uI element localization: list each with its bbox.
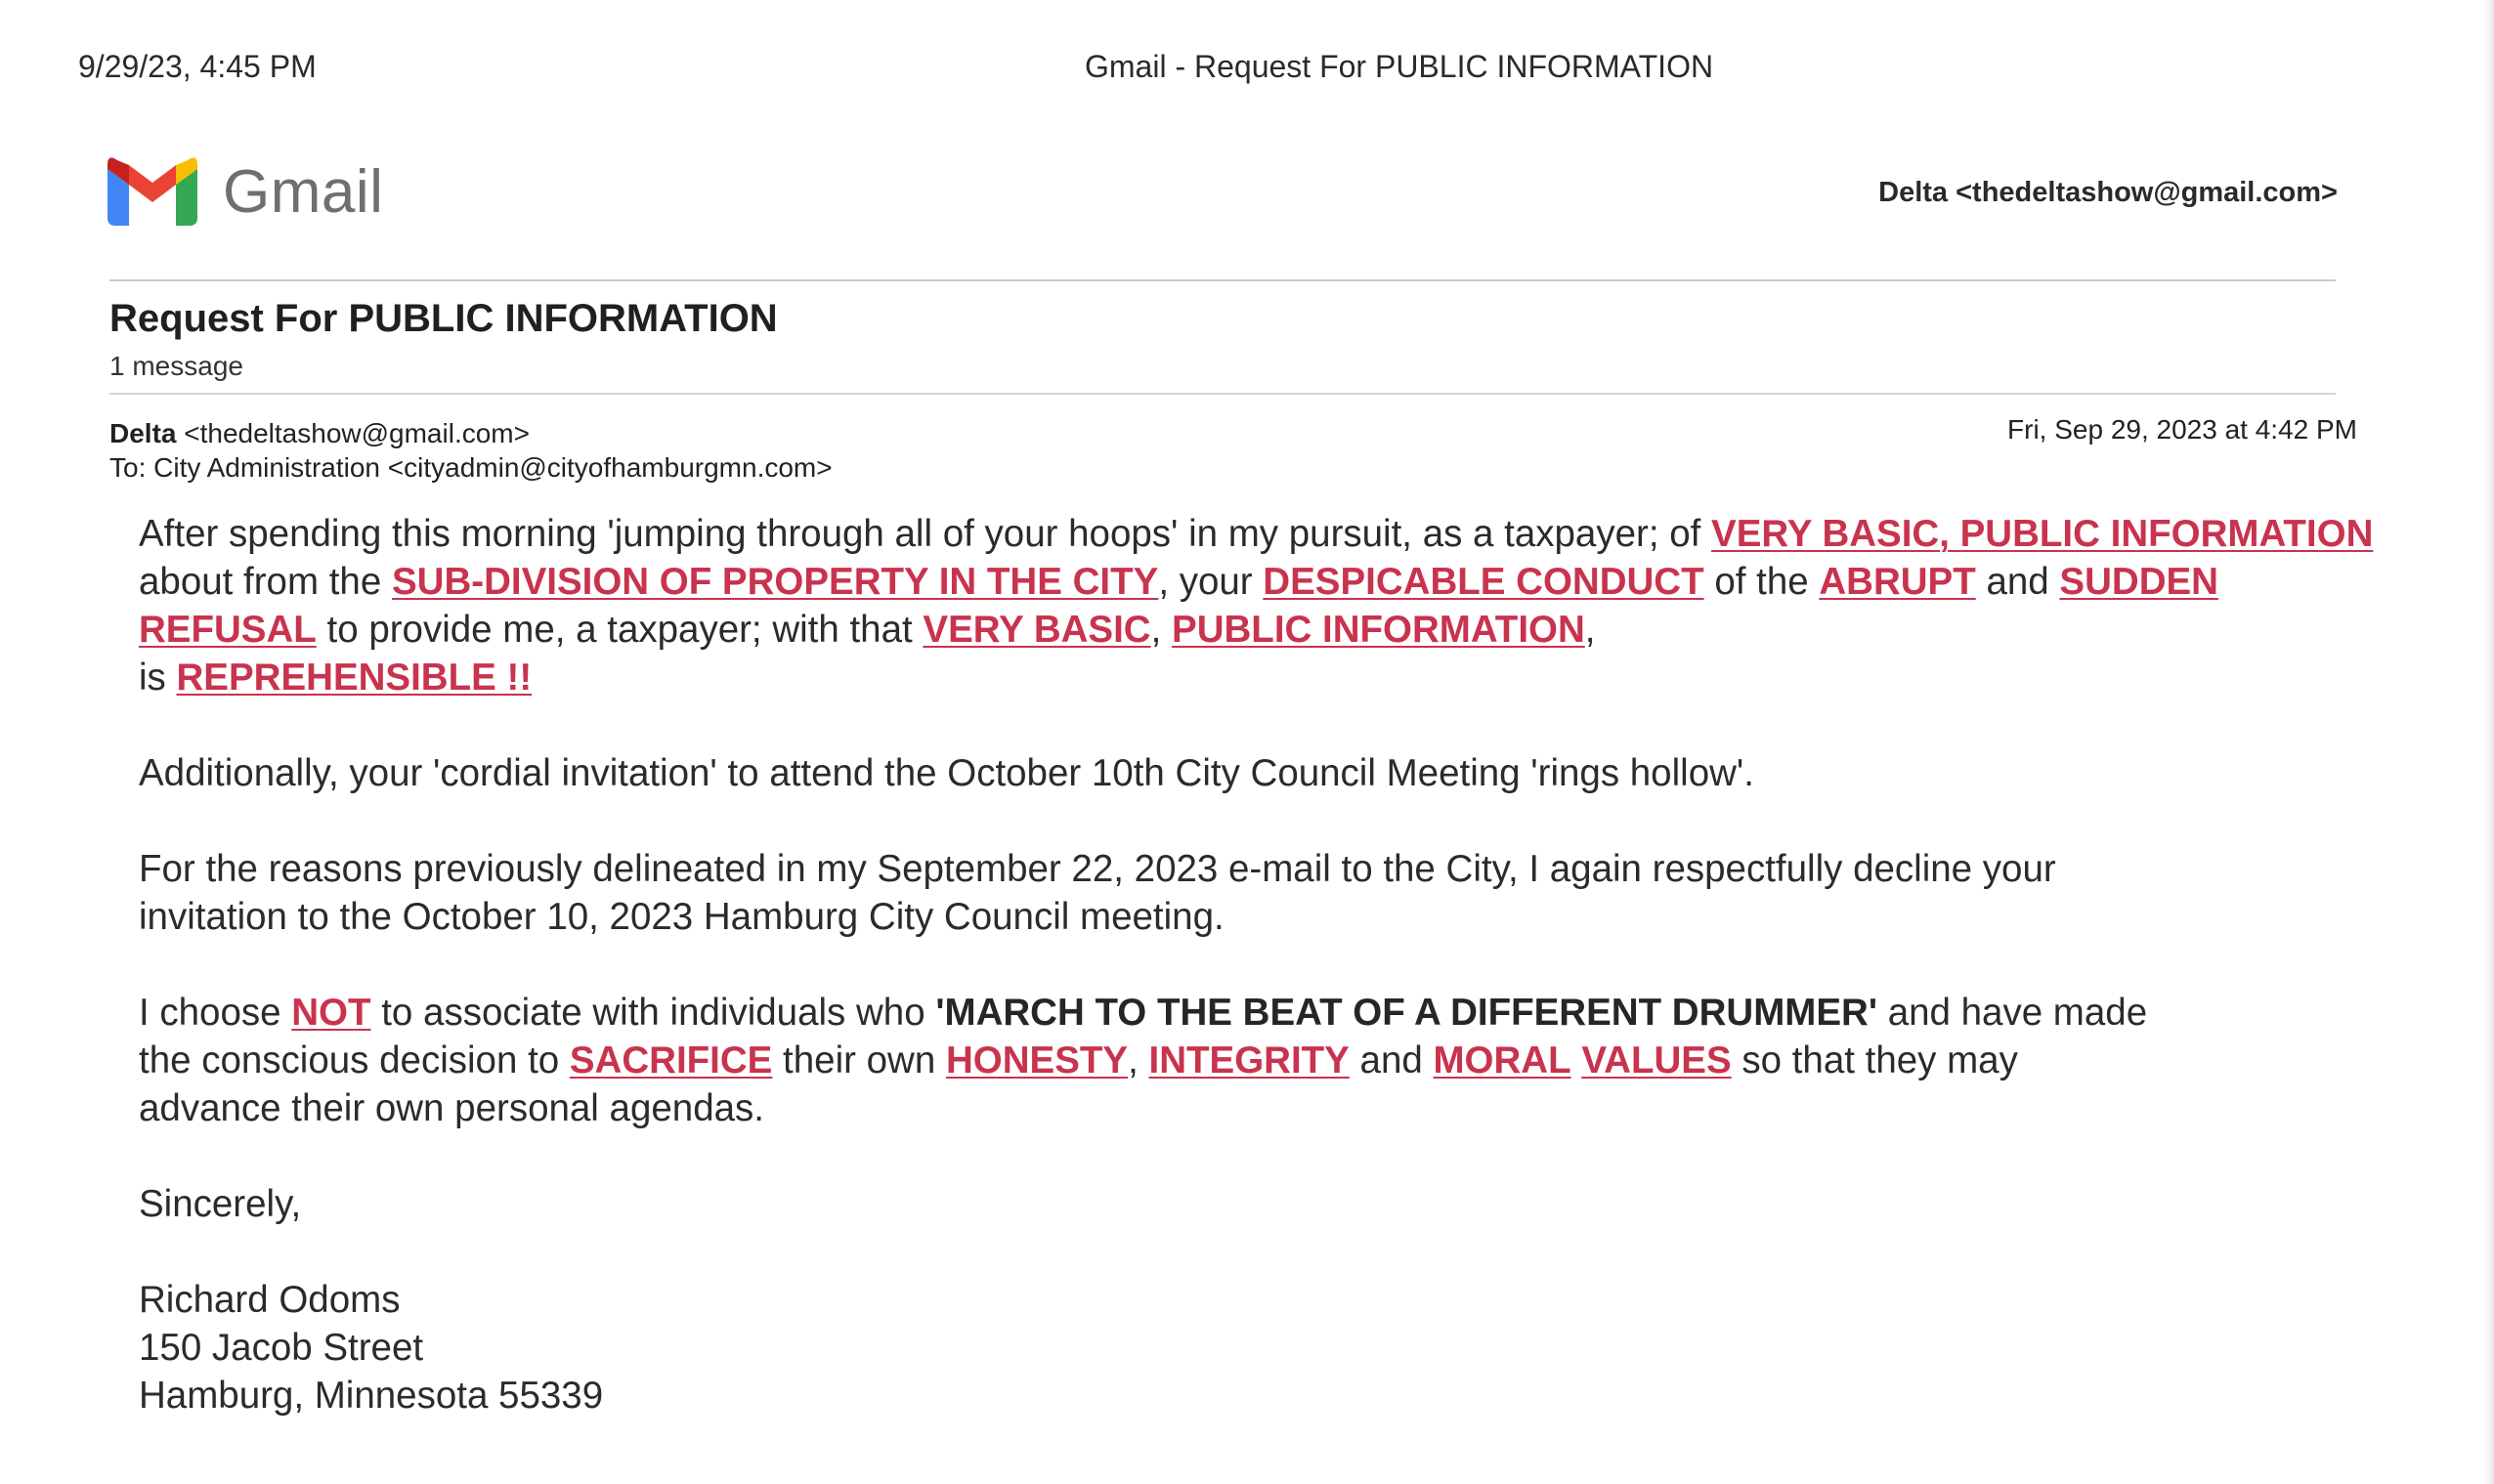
highlight-phrase: SACRIFICE	[569, 1039, 773, 1081]
body-text-run: about from the	[139, 561, 392, 603]
body-text-run: For the reasons previously delineated in my September 22, 2023 e-mail to the City, I again respectfully decline your	[139, 848, 2056, 890]
gmail-logo	[108, 156, 383, 227]
highlight-phrase: ABRUPT	[1819, 561, 1976, 603]
body-text-run: I choose	[139, 992, 292, 1034]
highlight-phrase: SUB-DIVISION OF PROPERTY IN THE CITY	[391, 561, 1159, 603]
signature-block	[139, 1276, 2386, 1420]
body-text-run	[1571, 1039, 1582, 1081]
body-text-run: is	[139, 657, 177, 699]
body-text-run: and have made	[1877, 992, 2148, 1034]
highlight-phrase: VERY BASIC	[923, 609, 1151, 651]
body-text-run: the conscious decision to	[139, 1039, 570, 1081]
body-text-run: ,	[1150, 609, 1173, 651]
body-text-run: After spending this morning 'jumping through all of your hoops' in my pursuit, as a taxpayer; of	[139, 513, 1712, 555]
closing: Sincerely,	[139, 1183, 302, 1225]
paragraph-2: Additionally, your 'cordial invitation' to attend the October 10th City Council Meeting 'rings hollow'.	[139, 752, 1754, 794]
account-email: Delta <thedeltashow@gmail.com>	[1878, 177, 2338, 208]
scan-edge	[2484, 0, 2494, 1484]
paragraph-3	[139, 845, 2386, 941]
body-text-run: invitation to the October 10, 2023 Hamburg City Council meeting.	[139, 896, 1225, 938]
sender-line	[109, 418, 530, 449]
recipient-line: To: City Administration <cityadmin@cityofhamburgmn.com>	[109, 452, 833, 483]
body-text-run: to associate with individuals who	[370, 992, 936, 1034]
sender-email: <thedeltashow@gmail.com>	[184, 418, 530, 448]
gmail-m-icon	[108, 157, 197, 226]
paragraph-1	[139, 510, 2386, 701]
bold-phrase: 'MARCH TO THE BEAT OF A DIFFERENT DRUMMER'	[935, 992, 1877, 1034]
body-text-run: so that they may	[1731, 1039, 2018, 1081]
thread-subject: Request For PUBLIC INFORMATION	[109, 297, 778, 340]
body-text-run: and	[1975, 561, 2060, 603]
highlight-phrase: REPREHENSIBLE !!	[176, 657, 533, 699]
paragraph-4	[139, 989, 2386, 1132]
highlight-phrase: VERY BASIC, PUBLIC INFORMATION	[1711, 513, 2374, 555]
body-text-run: their own	[772, 1039, 946, 1081]
header-divider	[109, 279, 2336, 281]
print-header	[0, 49, 2494, 88]
highlight-phrase: MORAL	[1433, 1039, 1571, 1081]
signature-street: 150 Jacob Street	[139, 1327, 424, 1369]
print-datetime: 9/29/23, 4:45 PM	[78, 49, 317, 84]
message-body	[139, 510, 2386, 1420]
sent-date: Fri, Sep 29, 2023 at 4:42 PM	[2007, 414, 2357, 445]
highlight-phrase: NOT	[291, 992, 371, 1034]
highlight-phrase: INTEGRITY	[1148, 1039, 1350, 1081]
highlight-phrase: DESPICABLE CONDUCT	[1263, 561, 1704, 603]
signature-name: Richard Odoms	[139, 1279, 401, 1321]
highlight-phrase: HONESTY	[945, 1039, 1129, 1081]
body-text-run: ,	[1128, 1039, 1149, 1081]
body-text-run: advance their own personal agendas.	[139, 1087, 764, 1129]
body-text-run: , your	[1158, 561, 1264, 603]
sender-name: Delta	[109, 418, 177, 448]
signature-city: Hamburg, Minnesota 55339	[139, 1375, 604, 1417]
body-text-run: and	[1349, 1039, 1434, 1081]
body-text-run: to provide me, a taxpayer; with that	[316, 609, 924, 651]
body-text-run: of the	[1703, 561, 1820, 603]
message-count: 1 message	[109, 351, 243, 381]
print-page-title: Gmail - Request For PUBLIC INFORMATION	[1085, 49, 1714, 84]
highlight-phrase: SUDDEN REFUSAL	[139, 561, 2218, 651]
highlight-phrase: PUBLIC INFORMATION	[1172, 609, 1585, 651]
body-text-run: ,	[1584, 609, 1596, 651]
gmail-logo-text: Gmail	[223, 157, 384, 226]
highlight-phrase: VALUES	[1581, 1039, 1732, 1081]
subject-divider	[109, 393, 2336, 395]
